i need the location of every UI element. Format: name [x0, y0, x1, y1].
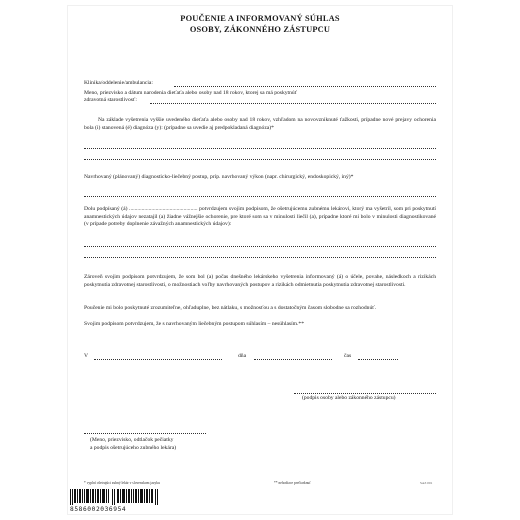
clinic-label: Klinika/oddelenie/ambulancia:	[84, 80, 153, 86]
procedure-field-line1[interactable]	[84, 196, 436, 197]
place-label: V	[84, 353, 89, 359]
form-title-line2: OSOBY, ZÁKONNÉHO ZÁSTUPCU	[189, 25, 331, 34]
anamnesis-paragraph: Dolu podpísaný (á) ................................................. potvrdzujem svojim podpisom, že ošetrujúcemu zubnému lekárovi, ktorý ma vyšetril, som pri poskytnutí anamnestických údajov nezatajil (a) žiadne vážnejšie ochorenie, pre ktoré som sa v minulosti liečil (a), prípadne ktoré mi bolo v minulosti diagnostikované (v prípade potreby doplnenie závažných anamnestických údajov):	[84, 206, 436, 228]
date-label: dňa	[238, 353, 247, 359]
anamnesis-field-line1[interactable]	[84, 246, 436, 247]
consent-form-page	[68, 6, 452, 514]
time-field[interactable]	[358, 359, 398, 360]
procedure-paragraph: Navrhovaný (plánovaný) diagnosticko-liečebný postup, príp. navrhovaný výkon (napr. chirurgický, endoskopický, iný)*	[84, 174, 354, 180]
barcode-image	[70, 489, 158, 505]
time-label: čas	[344, 353, 352, 359]
doctor-signature-caption2: a podpis ošetrujúceho zubného lekára)	[90, 445, 177, 451]
form-code: SAZ 001	[420, 481, 433, 485]
patient-label-cont: zdravotná starostlivosť:	[84, 97, 137, 103]
person-signature-caption: (podpis osoby alebo zákonného zástupcu)	[302, 395, 396, 401]
clinic-field[interactable]	[174, 86, 436, 87]
patient-field[interactable]	[150, 103, 436, 104]
information-paragraph: Zároveň svojim podpisom potvrdzujem, že som bol (a) počas dnešného lekárskeho vyšetrenia informovaný (á) o účele, povahe, následkoch a rizikách poskytnutia zdravotnej starostlivosti, o možnostiach voľby navrhovaných postupov a rizikách odmietnutia poskytnutia zdravotnej starostlivosti.	[84, 274, 436, 288]
date-field[interactable]	[254, 359, 332, 360]
doctor-signature-line[interactable]	[84, 433, 206, 434]
person-signature-line[interactable]	[294, 393, 436, 394]
doctor-signature-caption1: (Meno, priezvisko, odtlačok pečiatky	[90, 437, 174, 443]
patient-label: Meno, priezvisko a dátum narodenia dieťaťa alebo osoby nad 18 rokov, ktorej sa má poskytnúť	[84, 90, 298, 96]
instruction-paragraph: Poučenie mi bolo poskytnuté zrozumiteľne, ohľaduplne, bez nátlaku, s možnosťou a s dostatočným časom slobodne sa rozhodnúť.	[84, 305, 377, 311]
diagnosis-field-line2[interactable]	[84, 159, 436, 160]
diagnosis-field-line1[interactable]	[84, 148, 436, 149]
form-title-line1: POUČENIE A INFORMOVANÝ SÚHLAS	[180, 14, 340, 23]
footnote-2: ** nehodiace prečiarknuť	[274, 481, 311, 485]
place-field[interactable]	[94, 359, 222, 360]
anamnesis-field-line2[interactable]	[84, 257, 436, 258]
barcode-number: 8586002036954	[70, 506, 127, 513]
footnote-1: * vyplní ošetrujúci zubný lekár v slovenskom jazyku	[84, 481, 160, 485]
diagnosis-paragraph: Na základe vyšetrenia vyššie uvedeného dieťaťa alebo osoby nad 18 rokov, vzhľadom na novovzniknuté ťažkosti, prípadne nové prejavy ochorenia bola (i) stanovená (é) diagnóza (y): (prípadne sa uvedie aj predpokladaná diagnóza)*	[84, 117, 436, 131]
agreement-paragraph: Svojim podpisom potvrdzujem, že s navrhovaným liečebným postupom súhlasím – nesúhlasím.**	[84, 321, 304, 327]
